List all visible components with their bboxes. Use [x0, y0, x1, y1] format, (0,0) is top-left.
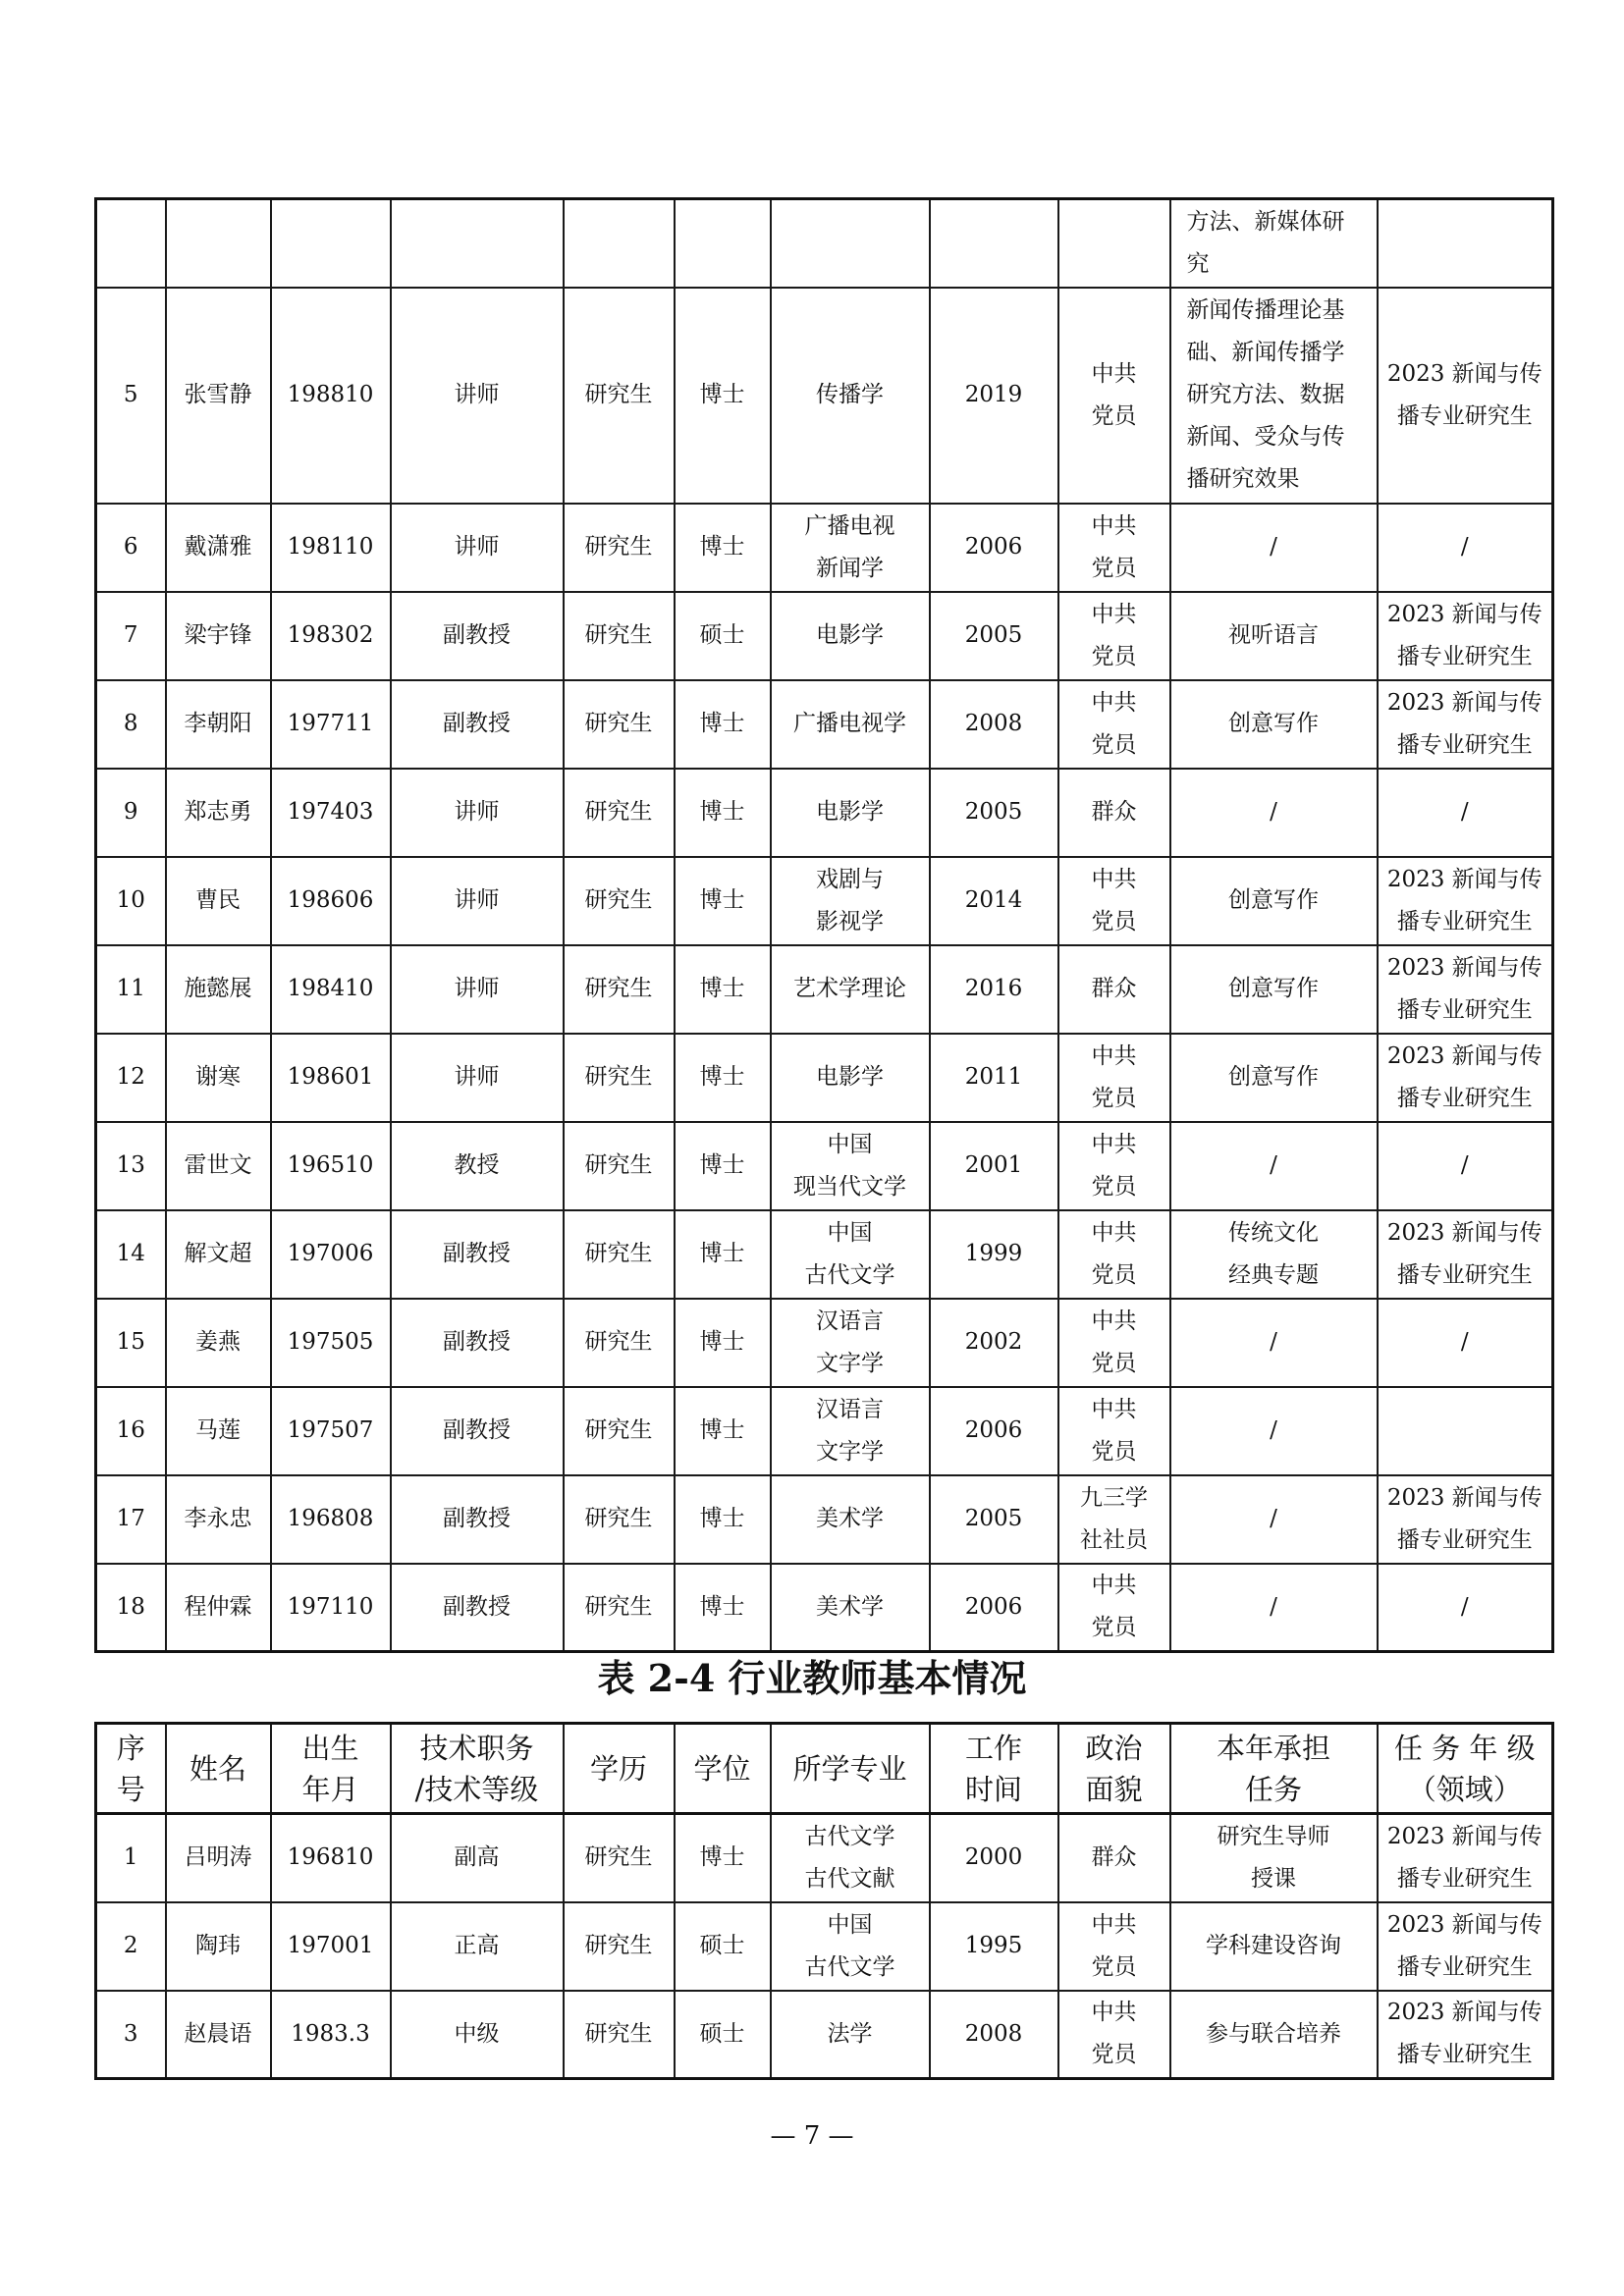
cell-year: 1999	[930, 1210, 1058, 1299]
cell-name	[166, 199, 271, 288]
cell-edu: 研究生	[564, 1564, 675, 1652]
cell-party: 中共 党员	[1058, 1991, 1170, 2079]
table-row	[96, 1034, 1553, 1122]
page-number: — 7 —	[770, 2121, 854, 2151]
cell-degree: 博士	[675, 1034, 771, 1122]
cell-party: 中共 党员	[1058, 1034, 1170, 1122]
cell-party: 中共 党员	[1058, 504, 1170, 592]
cell-birth: 198810	[271, 288, 391, 504]
cell-birth: 196810	[271, 1814, 391, 1902]
cell-title: 讲师	[391, 945, 564, 1034]
cell-edu: 研究生	[564, 504, 675, 592]
cell-year: 2008	[930, 680, 1058, 769]
cell-name: 郑志勇	[166, 769, 271, 857]
cell-birth: 197403	[271, 769, 391, 857]
cell-major: 中国 古代文学	[771, 1210, 930, 1299]
cell-task: 创意写作	[1170, 680, 1378, 769]
cell-no: 9	[96, 769, 166, 857]
cell-name: 李朝阳	[166, 680, 271, 769]
cell-title: 教授	[391, 1122, 564, 1210]
table-row	[96, 945, 1553, 1034]
cell-title: 副教授	[391, 1475, 564, 1564]
table-row	[96, 1475, 1553, 1564]
cell-task: /	[1170, 1564, 1378, 1652]
cell-birth: 198601	[271, 1034, 391, 1122]
cell-major: 法学	[771, 1991, 930, 2079]
cell-name: 雷世文	[166, 1122, 271, 1210]
cell-year: 1995	[930, 1902, 1058, 1991]
cell-task: /	[1170, 1475, 1378, 1564]
table-header-row	[96, 1724, 1553, 1814]
cell-title: 讲师	[391, 504, 564, 592]
cell-title: 正高	[391, 1902, 564, 1991]
table-row	[96, 1299, 1553, 1387]
cell-degree: 博士	[675, 1299, 771, 1387]
cell-title: 讲师	[391, 288, 564, 504]
cell-birth	[271, 199, 391, 288]
cell-task: 创意写作	[1170, 1034, 1378, 1122]
table-row	[96, 1210, 1553, 1299]
cell-task: 方法、新媒体研 究	[1170, 199, 1378, 288]
cell-grade: /	[1378, 504, 1553, 592]
table-row	[96, 680, 1553, 769]
cell-name: 解文超	[166, 1210, 271, 1299]
cell-major: 汉语言 文字学	[771, 1299, 930, 1387]
table-row	[96, 1902, 1553, 1991]
table-row	[96, 1991, 1553, 2079]
cell-party: 中共 党员	[1058, 288, 1170, 504]
cell-name: 吕明涛	[166, 1814, 271, 1902]
cell-degree: 博士	[675, 504, 771, 592]
cell-name: 李永忠	[166, 1475, 271, 1564]
cell-grade: 2023 新闻与传 播专业研究生	[1378, 680, 1553, 769]
header-name: 姓名	[166, 1724, 271, 1814]
cell-edu: 研究生	[564, 1034, 675, 1122]
cell-name: 张雪静	[166, 288, 271, 504]
cell-birth: 198606	[271, 857, 391, 945]
cell-grade: 2023 新闻与传 播专业研究生	[1378, 1991, 1553, 2079]
cell-year: 2019	[930, 288, 1058, 504]
cell-party: 中共 党员	[1058, 1564, 1170, 1652]
cell-task: /	[1170, 1387, 1378, 1475]
header-edu: 学历	[564, 1724, 675, 1814]
cell-party: 群众	[1058, 769, 1170, 857]
header-no: 序 号	[96, 1724, 166, 1814]
table-row	[96, 769, 1553, 857]
cell-title: 副教授	[391, 680, 564, 769]
cell-edu: 研究生	[564, 1122, 675, 1210]
cell-degree: 博士	[675, 1122, 771, 1210]
cell-task: /	[1170, 504, 1378, 592]
cell-grade: /	[1378, 1299, 1553, 1387]
cell-grade: /	[1378, 1122, 1553, 1210]
cell-party: 中共 党员	[1058, 1902, 1170, 1991]
cell-grade	[1378, 1387, 1553, 1475]
header-title: 技术职务 /技术等级	[391, 1724, 564, 1814]
cell-edu: 研究生	[564, 769, 675, 857]
cell-task: 参与联合培养	[1170, 1991, 1378, 2079]
cell-title: 讲师	[391, 1034, 564, 1122]
cell-major: 广播电视学	[771, 680, 930, 769]
cell-birth: 198302	[271, 592, 391, 680]
cell-no: 10	[96, 857, 166, 945]
cell-no: 7	[96, 592, 166, 680]
cell-degree: 硕士	[675, 1991, 771, 2079]
cell-grade: 2023 新闻与传 播专业研究生	[1378, 1034, 1553, 1122]
cell-title: 副教授	[391, 592, 564, 680]
cell-party: 中共 党员	[1058, 1387, 1170, 1475]
cell-title: 副高	[391, 1814, 564, 1902]
cell-no: 17	[96, 1475, 166, 1564]
cell-grade: 2023 新闻与传 播专业研究生	[1378, 288, 1553, 504]
cell-edu: 研究生	[564, 1299, 675, 1387]
table-row	[96, 1122, 1553, 1210]
header-birth: 出生 年月	[271, 1724, 391, 1814]
cell-edu: 研究生	[564, 1475, 675, 1564]
cell-birth: 197110	[271, 1564, 391, 1652]
cell-edu: 研究生	[564, 288, 675, 504]
cell-year: 2002	[930, 1299, 1058, 1387]
cell-edu: 研究生	[564, 680, 675, 769]
cell-no: 14	[96, 1210, 166, 1299]
cell-major	[771, 199, 930, 288]
cell-grade: 2023 新闻与传 播专业研究生	[1378, 1814, 1553, 1902]
cell-title: 讲师	[391, 769, 564, 857]
cell-major: 中国 古代文学	[771, 1902, 930, 1991]
cell-name: 马莲	[166, 1387, 271, 1475]
cell-year	[930, 199, 1058, 288]
cell-title: 中级	[391, 1991, 564, 2079]
cell-year: 2005	[930, 1475, 1058, 1564]
cell-edu: 研究生	[564, 945, 675, 1034]
header-major: 所学专业	[771, 1724, 930, 1814]
cell-party: 九三学 社社员	[1058, 1475, 1170, 1564]
cell-birth: 197505	[271, 1299, 391, 1387]
cell-title: 副教授	[391, 1299, 564, 1387]
table-row	[96, 504, 1553, 592]
cell-degree: 博士	[675, 1210, 771, 1299]
cell-degree: 博士	[675, 288, 771, 504]
cell-no	[96, 199, 166, 288]
cell-major: 电影学	[771, 1034, 930, 1122]
cell-task: /	[1170, 1122, 1378, 1210]
cell-year: 2001	[930, 1122, 1058, 1210]
cell-grade: /	[1378, 769, 1553, 857]
table-row	[96, 592, 1553, 680]
cell-grade: 2023 新闻与传 播专业研究生	[1378, 592, 1553, 680]
cell-name: 谢寒	[166, 1034, 271, 1122]
cell-year: 2014	[930, 857, 1058, 945]
cell-year: 2000	[930, 1814, 1058, 1902]
cell-edu: 研究生	[564, 857, 675, 945]
cell-edu: 研究生	[564, 1814, 675, 1902]
cell-major: 中国 现当代文学	[771, 1122, 930, 1210]
table-caption: 表 2-4 行业教师基本情况	[597, 1656, 1027, 1700]
cell-year: 2008	[930, 1991, 1058, 2079]
cell-name: 程仲霖	[166, 1564, 271, 1652]
cell-party	[1058, 199, 1170, 288]
table-row	[96, 288, 1553, 504]
cell-title: 副教授	[391, 1387, 564, 1475]
cell-year: 2005	[930, 592, 1058, 680]
table-row	[96, 1814, 1553, 1902]
cell-major: 古代文学 古代文献	[771, 1814, 930, 1902]
header-year: 工作 时间	[930, 1724, 1058, 1814]
cell-name: 施懿展	[166, 945, 271, 1034]
cell-major: 美术学	[771, 1475, 930, 1564]
table-row	[96, 199, 1553, 288]
cell-grade: 2023 新闻与传 播专业研究生	[1378, 857, 1553, 945]
cell-title	[391, 199, 564, 288]
cell-name: 赵晨语	[166, 1991, 271, 2079]
cell-no: 2	[96, 1902, 166, 1991]
faculty-table-continued	[94, 197, 1554, 1653]
cell-edu: 研究生	[564, 1991, 675, 2079]
cell-task: 新闻传播理论基 础、新闻传播学 研究方法、数据 新闻、受众与传 播研究效果	[1170, 288, 1378, 504]
cell-degree: 博士	[675, 1475, 771, 1564]
cell-edu: 研究生	[564, 1387, 675, 1475]
cell-no: 3	[96, 1991, 166, 2079]
cell-grade: 2023 新闻与传 播专业研究生	[1378, 1210, 1553, 1299]
cell-no: 6	[96, 504, 166, 592]
cell-party: 中共 党员	[1058, 1299, 1170, 1387]
cell-birth: 197711	[271, 680, 391, 769]
cell-birth: 196510	[271, 1122, 391, 1210]
cell-grade	[1378, 199, 1553, 288]
cell-no: 13	[96, 1122, 166, 1210]
cell-degree: 博士	[675, 857, 771, 945]
cell-major: 艺术学理论	[771, 945, 930, 1034]
cell-year: 2011	[930, 1034, 1058, 1122]
cell-task: 学科建设咨询	[1170, 1902, 1378, 1991]
cell-birth: 198410	[271, 945, 391, 1034]
cell-edu: 研究生	[564, 1902, 675, 1991]
cell-birth: 196808	[271, 1475, 391, 1564]
cell-major: 汉语言 文字学	[771, 1387, 930, 1475]
cell-task: 创意写作	[1170, 857, 1378, 945]
table-row	[96, 1387, 1553, 1475]
cell-degree: 博士	[675, 680, 771, 769]
cell-major: 戏剧与 影视学	[771, 857, 930, 945]
cell-no: 11	[96, 945, 166, 1034]
cell-title: 副教授	[391, 1564, 564, 1652]
cell-birth: 197001	[271, 1902, 391, 1991]
cell-party: 群众	[1058, 945, 1170, 1034]
cell-no: 8	[96, 680, 166, 769]
cell-no: 15	[96, 1299, 166, 1387]
cell-major: 电影学	[771, 769, 930, 857]
cell-degree: 硕士	[675, 1902, 771, 1991]
header-grade: 任 务 年 级 （领域）	[1378, 1724, 1553, 1814]
cell-degree: 硕士	[675, 592, 771, 680]
cell-degree: 博士	[675, 1564, 771, 1652]
cell-degree	[675, 199, 771, 288]
cell-birth: 1983.3	[271, 1991, 391, 2079]
cell-edu	[564, 199, 675, 288]
cell-year: 2005	[930, 769, 1058, 857]
cell-grade: 2023 新闻与传 播专业研究生	[1378, 1475, 1553, 1564]
cell-degree: 博士	[675, 1387, 771, 1475]
cell-year: 2006	[930, 1387, 1058, 1475]
cell-edu: 研究生	[564, 1210, 675, 1299]
cell-task: 视听语言	[1170, 592, 1378, 680]
cell-grade: 2023 新闻与传 播专业研究生	[1378, 945, 1553, 1034]
cell-major: 美术学	[771, 1564, 930, 1652]
cell-title: 副教授	[391, 1210, 564, 1299]
cell-major: 传播学	[771, 288, 930, 504]
cell-party: 群众	[1058, 1814, 1170, 1902]
cell-edu: 研究生	[564, 592, 675, 680]
cell-year: 2016	[930, 945, 1058, 1034]
cell-party: 中共 党员	[1058, 1210, 1170, 1299]
cell-name: 曹民	[166, 857, 271, 945]
cell-party: 中共 党员	[1058, 857, 1170, 945]
cell-grade: 2023 新闻与传 播专业研究生	[1378, 1902, 1553, 1991]
cell-no: 18	[96, 1564, 166, 1652]
cell-name: 陶玮	[166, 1902, 271, 1991]
cell-name: 姜燕	[166, 1299, 271, 1387]
header-degree: 学位	[675, 1724, 771, 1814]
industry-teachers-table	[94, 1722, 1554, 2080]
cell-birth: 197507	[271, 1387, 391, 1475]
cell-major: 电影学	[771, 592, 930, 680]
table-row	[96, 1564, 1553, 1652]
cell-grade: /	[1378, 1564, 1553, 1652]
cell-no: 16	[96, 1387, 166, 1475]
cell-year: 2006	[930, 1564, 1058, 1652]
header-task: 本年承担 任务	[1170, 1724, 1378, 1814]
cell-task: /	[1170, 769, 1378, 857]
cell-title: 讲师	[391, 857, 564, 945]
cell-birth: 198110	[271, 504, 391, 592]
cell-task: 研究生导师 授课	[1170, 1814, 1378, 1902]
cell-no: 1	[96, 1814, 166, 1902]
cell-task: 传统文化 经典专题	[1170, 1210, 1378, 1299]
cell-party: 中共 党员	[1058, 680, 1170, 769]
cell-task: /	[1170, 1299, 1378, 1387]
cell-name: 戴潇雅	[166, 504, 271, 592]
table-row	[96, 857, 1553, 945]
cell-degree: 博士	[675, 1814, 771, 1902]
cell-degree: 博士	[675, 945, 771, 1034]
cell-no: 5	[96, 288, 166, 504]
cell-party: 中共 党员	[1058, 592, 1170, 680]
cell-year: 2006	[930, 504, 1058, 592]
cell-party: 中共 党员	[1058, 1122, 1170, 1210]
cell-no: 12	[96, 1034, 166, 1122]
cell-birth: 197006	[271, 1210, 391, 1299]
cell-task: 创意写作	[1170, 945, 1378, 1034]
cell-major: 广播电视 新闻学	[771, 504, 930, 592]
cell-degree: 博士	[675, 769, 771, 857]
cell-name: 梁宇锋	[166, 592, 271, 680]
header-party: 政治 面貌	[1058, 1724, 1170, 1814]
